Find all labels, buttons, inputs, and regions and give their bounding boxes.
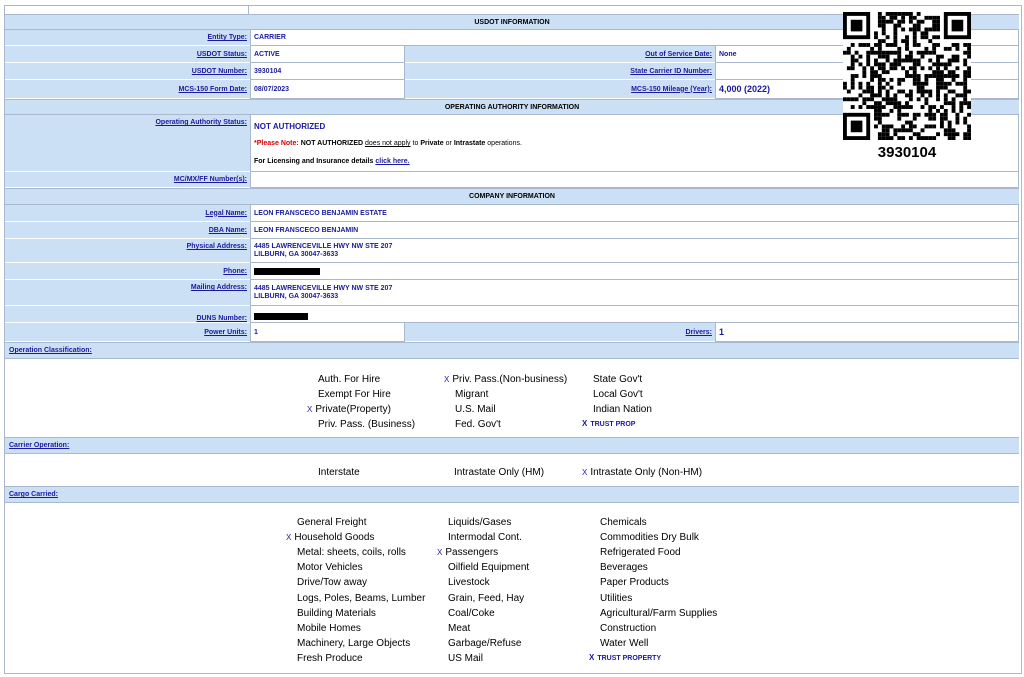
cargo-carried-item — [448, 623, 470, 634]
cargo-carried-text: Livestock — [448, 577, 490, 589]
cargo-carried-text: Machinery, Large Objects — [297, 637, 411, 649]
cargo-carried-text: Household Goods — [294, 532, 375, 544]
cargo-carried-item — [297, 562, 363, 573]
cargo-carried-text: Beverages — [600, 562, 648, 574]
checked-mark: X — [437, 548, 443, 558]
checked-mark: X — [589, 652, 595, 662]
operation-classification-item — [593, 404, 652, 415]
checked-mark: X — [307, 405, 313, 414]
operation-classification-header[interactable]: Operation Classification: — [5, 342, 1019, 359]
cargo-carried-item — [437, 547, 498, 558]
cargo-carried-text: Commodities Dry Bulk — [600, 532, 699, 544]
operation-classification-item — [455, 389, 488, 400]
cargo-carried-item — [448, 517, 511, 528]
operating-authority-header: OPERATING AUTHORITY INFORMATION — [5, 99, 1019, 115]
operation-classification-item — [444, 374, 567, 385]
cargo-carried-item — [297, 653, 363, 664]
phone-redaction — [254, 268, 320, 275]
legal-name-value: LEON FRANSCECO BENJAMIN ESTATE — [250, 205, 1019, 222]
cargo-carried-text: Passengers — [445, 547, 499, 559]
note-private: Private — [420, 140, 444, 147]
cargo-carried-header[interactable]: Cargo Carried: — [5, 486, 1019, 503]
cargo-carried-text: Utilities — [600, 592, 633, 604]
cargo-carried-item — [448, 532, 522, 543]
carrier-operation-item — [582, 467, 702, 478]
physical-address-line2: LILBURN, GA 30047-3633 — [254, 250, 339, 258]
physical-address-line1: 4485 LAWRENCEVILLE HWY NW STE 207 — [254, 242, 393, 250]
cargo-carried-item — [600, 608, 717, 619]
out-of-service-date-label[interactable]: Out of Service Date: — [405, 46, 715, 63]
cargo-carried-text: Oilfield Equipment — [448, 562, 530, 574]
qr-code-icon — [843, 12, 971, 140]
mcs150-date-value: 08/07/2023 — [250, 80, 405, 99]
cargo-carried-item — [600, 517, 647, 528]
operation-classification-item — [455, 419, 501, 430]
carrier-operation-item — [454, 467, 544, 478]
cargo-carried-text: Intermodal Cont. — [448, 532, 522, 544]
drivers-value: 1 — [715, 323, 1019, 342]
mcs150-mileage-label[interactable]: MCS-150 Mileage (Year): — [405, 80, 715, 99]
operation-classification-item — [318, 419, 415, 430]
operation-classification-item — [307, 404, 391, 415]
carrier-operation-item — [318, 467, 360, 478]
usdot-number-label[interactable]: USDOT Number: — [5, 63, 250, 80]
operating-authority-status-value: NOT AUTHORIZED — [254, 122, 326, 131]
cargo-carried-text: Water Well — [600, 637, 649, 649]
power-units-label[interactable]: Power Units: — [5, 323, 250, 342]
mailing-address-label[interactable]: Mailing Address: — [5, 280, 250, 306]
state-carrier-id-label[interactable]: State Carrier ID Number: — [405, 63, 715, 80]
usdot-status-label[interactable]: USDOT Status: — [5, 46, 250, 63]
checked-mark: X — [582, 419, 588, 428]
physical-address-value — [250, 239, 1019, 263]
mcs150-date-label[interactable]: MCS-150 Form Date: — [5, 80, 250, 99]
cargo-carried-text: Mobile Homes — [297, 622, 361, 634]
note-does-not-apply: does not apply — [365, 140, 411, 147]
cargo-carried-text: General Freight — [297, 517, 367, 528]
cargo-carried-item — [448, 638, 521, 649]
mc-numbers-label[interactable]: MC/MX/FF Number(s): — [5, 172, 250, 188]
cargo-carried-text: Motor Vehicles — [297, 562, 363, 574]
duns-number-value — [250, 306, 1019, 323]
operation-classification-text: Migrant — [455, 389, 489, 400]
checked-mark: X — [286, 533, 292, 543]
cargo-carried-item — [297, 593, 425, 604]
phone-value — [250, 263, 1019, 280]
cargo-carried-text: Liquids/Gases — [448, 517, 512, 528]
operation-classification-text: Auth. For Hire — [318, 374, 381, 385]
cargo-carried-text: Logs, Poles, Beams, Lumber — [297, 592, 426, 604]
power-units-value: 1 — [250, 323, 405, 342]
cargo-carried-item — [448, 577, 490, 588]
cargo-carried-text: Paper Products — [600, 577, 669, 589]
duns-redaction — [254, 313, 308, 320]
entity-type-value: CARRIER — [250, 30, 1019, 46]
note-to: to — [412, 140, 419, 147]
cargo-carried-item — [297, 577, 367, 588]
cargo-carried-item — [297, 638, 410, 649]
dba-name-label[interactable]: DBA Name: — [5, 222, 250, 239]
operation-classification-text: Fed. Gov't — [455, 419, 501, 430]
authority-note — [254, 140, 522, 147]
legal-name-label[interactable]: Legal Name: — [5, 205, 250, 222]
cargo-carried-item — [448, 608, 495, 619]
cargo-carried-text: Fresh Produce — [297, 652, 363, 664]
operation-classification-item — [582, 419, 635, 428]
operation-classification-item — [593, 389, 643, 400]
cargo-carried-text: Chemicals — [600, 517, 647, 528]
cargo-carried-text: Building Materials — [297, 607, 376, 619]
note-status: NOT AUTHORIZED — [300, 140, 364, 147]
cargo-carried-text: Garbage/Refuse — [448, 637, 522, 649]
cargo-carried-text: Construction — [600, 622, 657, 634]
note-intrastate: Intrastate — [453, 140, 486, 147]
top-spacer — [5, 6, 249, 14]
out-of-service-date-value: None — [715, 46, 1019, 63]
operation-classification-text: State Gov't — [593, 374, 643, 385]
operation-classification-item — [593, 374, 642, 385]
operation-classification-text: Exempt For Hire — [318, 389, 391, 400]
cargo-carried-item — [600, 532, 699, 543]
operation-classification-text: TRUST PROP — [590, 421, 636, 428]
usdot-status-value: ACTIVE — [250, 46, 405, 63]
carrier-operation-header[interactable]: Carrier Operation: — [5, 437, 1019, 454]
cargo-carried-item — [589, 653, 661, 662]
operation-classification-item — [455, 404, 496, 415]
licensing-click-here-link[interactable]: click here. — [375, 158, 410, 165]
checked-mark: X — [582, 468, 588, 477]
company-information-header: COMPANY INFORMATION — [5, 188, 1019, 205]
carrier-operation-text: Interstate — [318, 467, 360, 478]
mailing-address-line1: 4485 LAWRENCEVILLE HWY NW STE 207 — [254, 284, 393, 292]
operating-authority-status-label[interactable]: Operating Authority Status: — [5, 115, 250, 172]
operation-classification-item — [318, 374, 380, 385]
mcs150-mileage-value: 4,000 (2022) — [715, 80, 1019, 99]
cargo-carried-item — [600, 593, 632, 604]
usdot-number-value: 3930104 — [250, 63, 405, 80]
cargo-carried-item — [448, 593, 524, 604]
cargo-carried-item — [448, 653, 483, 664]
dba-name-value: LEON FRANSCECO BENJAMIN — [250, 222, 1019, 239]
cargo-carried-item — [297, 547, 406, 558]
cargo-carried-text: Metal: sheets, coils, rolls — [297, 547, 406, 559]
cargo-carried-item — [600, 547, 681, 558]
checked-mark: X — [444, 375, 450, 384]
cargo-carried-item — [600, 623, 656, 634]
operation-classification-text: U.S. Mail — [455, 404, 496, 415]
operation-classification-text: Private(Property) — [315, 404, 391, 415]
cargo-carried-item — [297, 623, 361, 634]
carrier-operation-text: Intrastate Only (Non-HM) — [590, 467, 703, 478]
physical-address-label[interactable]: Physical Address: — [5, 239, 250, 263]
note-end: operations. — [487, 140, 522, 147]
mc-numbers-value — [250, 172, 1019, 188]
cargo-carried-item — [600, 562, 648, 573]
cargo-carried-text: US Mail — [448, 652, 484, 664]
cargo-carried-item — [297, 608, 376, 619]
cargo-carried-text: Coal/Coke — [448, 607, 495, 619]
mailing-address-line2: LILBURN, GA 30047-3633 — [254, 292, 339, 300]
cargo-carried-text: Agricultural/Farm Supplies — [600, 607, 718, 619]
qr-code-caption: 3930104 — [877, 144, 937, 161]
operation-classification-text: Local Gov't — [593, 389, 643, 400]
cargo-carried-item — [600, 577, 669, 588]
cargo-carried-text: TRUST PROPERTY — [597, 654, 662, 662]
carrier-operation-text: Intrastate Only (HM) — [454, 467, 545, 478]
operation-classification-text: Indian Nation — [593, 404, 652, 415]
operation-classification-item — [318, 389, 391, 400]
operation-classification-text: Priv. Pass. (Business) — [318, 419, 416, 430]
operation-classification-text: Priv. Pass.(Non-business) — [452, 374, 568, 385]
licensing-text: For Licensing and Insurance details — [254, 158, 374, 165]
licensing-line — [254, 158, 410, 165]
duns-number-label[interactable]: DUNS Number: — [5, 306, 250, 323]
usdot-information-header: USDOT INFORMATION — [5, 14, 1019, 30]
cargo-carried-item — [448, 562, 529, 573]
cargo-carried-item — [286, 532, 374, 543]
drivers-label[interactable]: Drivers: — [405, 323, 715, 342]
cargo-carried-text: Meat — [448, 622, 471, 634]
cargo-carried-text: Grain, Feed, Hay — [448, 592, 525, 604]
entity-type-label[interactable]: Entity Type: — [5, 30, 250, 46]
cargo-carried-text: Drive/Tow away — [297, 577, 368, 589]
note-or: or — [445, 140, 452, 147]
cargo-carried-text: Refrigerated Food — [600, 547, 681, 559]
note-prefix: *Please Note: — [254, 140, 299, 147]
phone-label[interactable]: Phone: — [5, 263, 250, 280]
cargo-carried-item — [600, 638, 648, 649]
cargo-carried-item — [297, 517, 366, 528]
mailing-address-value — [250, 280, 1019, 306]
